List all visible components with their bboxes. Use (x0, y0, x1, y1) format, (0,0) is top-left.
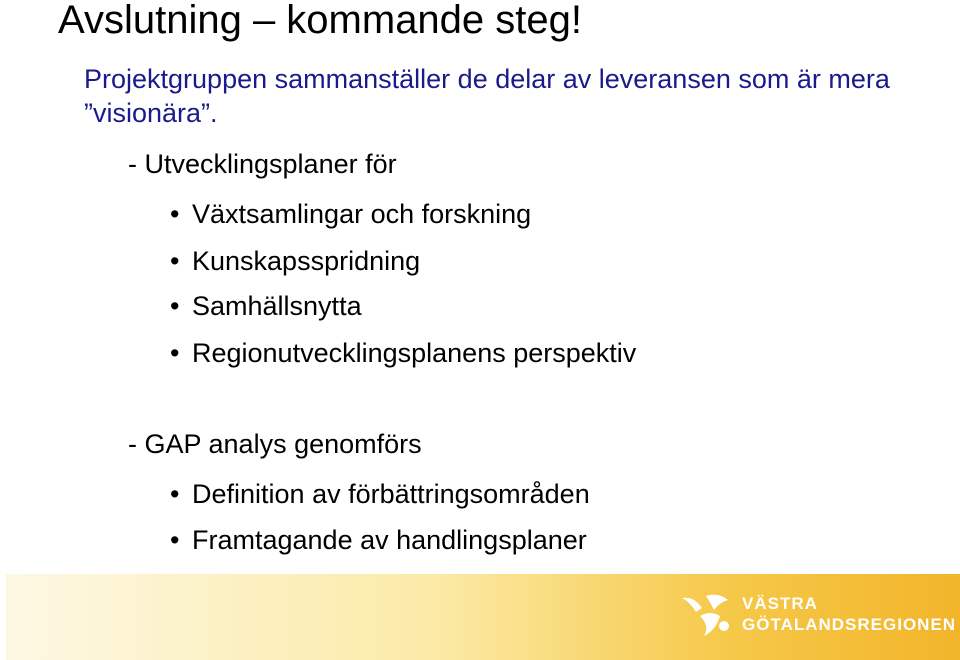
section-heading-plans: - Utvecklingsplaner för (128, 149, 397, 179)
section-heading-gap: - GAP analys genomförs (128, 429, 422, 459)
slide-title: Avslutning – kommande steg! (58, 0, 583, 42)
bullet-item (170, 337, 636, 369)
bullet-text: Definition av förbättringsområden (192, 479, 590, 509)
bullet-item (170, 198, 531, 230)
bullet-text: Framtagande av handlingsplaner (192, 525, 587, 555)
bullet-item (170, 245, 420, 277)
vgr-logo-icon (680, 590, 736, 646)
bullet-icon: • (170, 246, 180, 276)
bullet-item (170, 290, 362, 322)
bullet-icon: • (170, 338, 180, 368)
vgr-logo (680, 590, 957, 646)
bullet-item (170, 524, 587, 556)
bullet-text: Kunskapsspridning (192, 246, 421, 276)
bullet-text: Växtsamlingar och forskning (192, 199, 532, 229)
bullet-icon: • (170, 479, 180, 509)
logo-text-line2: GÖTALANDSREGIONEN (742, 615, 957, 634)
bullet-item (170, 478, 590, 510)
intro-text: Projektgruppen sammanställer de delar av leveransen som är mera ”visionära”. (84, 64, 890, 128)
bullet-icon: • (170, 525, 180, 555)
logo-text-line1: VÄSTRA (742, 594, 818, 613)
bullet-text: Regionutvecklingsplanens perspektiv (192, 338, 637, 368)
bullet-icon: • (170, 291, 180, 321)
bullet-icon: • (170, 199, 180, 229)
bullet-text: Samhällsnytta (192, 291, 362, 321)
